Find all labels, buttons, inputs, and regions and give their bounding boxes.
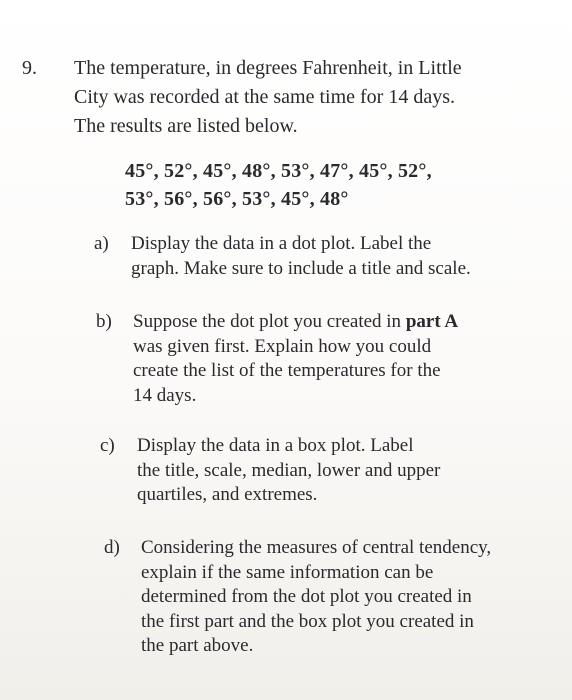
part-a-line: graph. Make sure to include a title and scale. — [131, 257, 471, 279]
part-d-label: d) — [104, 537, 120, 558]
part-d-line: the first part and the box plot you created in — [141, 610, 474, 632]
part-d-line: determined from the dot plot you created in — [141, 586, 472, 607]
part-c-text — [137, 434, 557, 508]
part-d-text — [141, 536, 561, 659]
part-d-line: explain if the same information can be — [141, 561, 434, 583]
stem-line: The results are listed below. — [74, 115, 298, 137]
part-c-line: the title, scale, median, lower and upper — [137, 459, 441, 481]
part-b-line: was given first. Explain how you could — [133, 335, 432, 357]
part-a-reference: part A — [405, 311, 459, 332]
part-b-text — [133, 310, 553, 408]
problem-stem — [74, 54, 544, 141]
part-a-text — [131, 232, 551, 281]
part-b-line: 14 days. — [133, 384, 197, 406]
part-b-line — [133, 310, 553, 335]
part-a-label: a) — [94, 233, 109, 254]
part-c-line: Display the data in a box plot. Label — [137, 435, 414, 456]
stem-line: The temperature, in degrees Fahrenheit, in Little — [74, 57, 462, 79]
problem-number: 9. — [22, 57, 37, 79]
part-d-line: the part above. — [141, 635, 254, 656]
part-c-line: quartiles, and extremes. — [137, 484, 318, 505]
part-a-line: Display the data in a dot plot. Label the — [131, 233, 432, 254]
part-c-label: c) — [100, 435, 115, 456]
temperature-data-list — [125, 157, 432, 213]
stem-line: City was recorded at the same time for 14 days. — [74, 86, 455, 108]
part-b-line: create the list of the temperatures for the — [133, 360, 441, 381]
part-b-label: b) — [96, 311, 112, 332]
part-d-line: Considering the measures of central tendency, — [141, 537, 492, 558]
data-line: 53°, 56°, 56°, 53°, 45°, 48° — [125, 188, 349, 210]
data-line: 45°, 52°, 45°, 48°, 53°, 47°, 45°, 52°, — [125, 160, 432, 182]
part-b-line1-text: Suppose the dot plot you created in — [133, 311, 406, 332]
